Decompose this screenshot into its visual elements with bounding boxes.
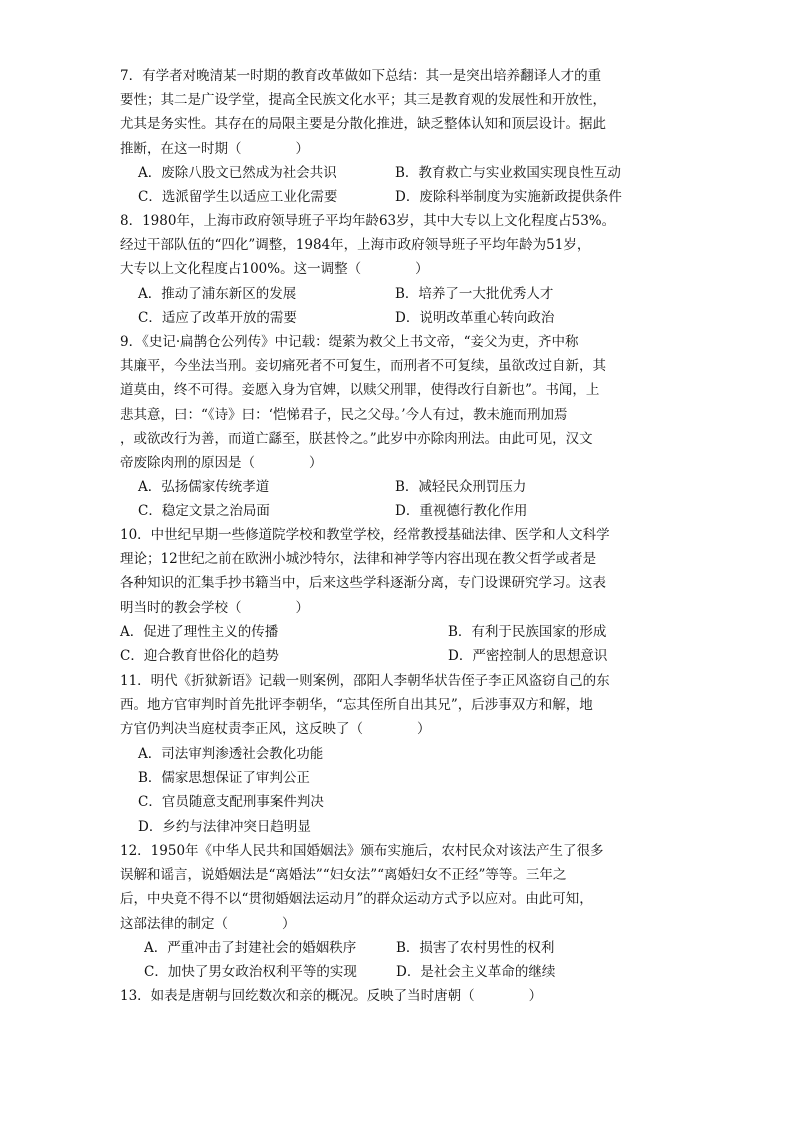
stem-line: 悲其意，曰：“《诗》曰：‘恺悌君子，民之父母。’今人有过，教未施而刑加焉 [120, 406, 568, 423]
stem-line: 这部法律的制定（ ） [120, 915, 296, 932]
option-c: C．迎合教育世俗化的趋势 [120, 648, 279, 665]
option-d: D．废除科举制度为实施新政提供条件 [395, 189, 622, 206]
stem-line: 大专以上文化程度占100%。这一调整（ ） [120, 261, 429, 278]
stem-line: 要性；其二是广设学堂，提高全民族文化水平；其三是教育观的发展性和开放性， [120, 92, 606, 109]
option-b: B．减轻民众刑罚压力 [395, 479, 527, 495]
stem-line: 误解和谣言，说婚姻法是“离婚法”“妇女法”“离婚妇女不正经”等等。三年之 [120, 867, 567, 884]
option-a: A．司法审判渗透社会教化功能 [138, 746, 324, 762]
question-13-stem [120, 984, 680, 1008]
stem-line: 7．有学者对晚清某一时期的教育改革做如下总结：其一是突出培养翻译人才的重 [120, 68, 602, 84]
stem-line: 方官仍判决当庭杖责李正风，这反映了（ ） [120, 721, 431, 738]
question-9-stem [120, 330, 680, 475]
stem-line: 经过干部队伍的“四化”调整，1984年，上海市政府领导班子平均年龄为51岁， [120, 237, 591, 254]
question-12-stem [120, 839, 680, 936]
option-b: B．损害了农村男性的权利 [396, 940, 555, 956]
option-a: A．严重冲击了封建社会的婚姻秩序 [144, 940, 357, 956]
stem-line: ，或欲改行为善，而道亡繇至，朕甚怜之。”此岁中亦除肉刑法。由此可见，汉文 [120, 430, 593, 447]
option-d: D．是社会主义革命的继续 [396, 964, 556, 981]
stem-line: 理论；12世纪之前在欧洲小城沙特尔，法律和神学等内容出现在教父哲学或者是 [120, 551, 597, 568]
question-10-options [120, 620, 680, 668]
stem-line: 帝废除肉刑的原因是（ ） [120, 454, 323, 471]
option-a: A．弘扬儒家传统孝道 [138, 479, 270, 495]
option-c: C．选派留学生以适应工业化需要 [138, 189, 338, 206]
option-d: D．乡约与法律冲突日趋明显 [138, 818, 311, 835]
question-9-options [120, 475, 680, 523]
question-8-stem [120, 209, 680, 282]
question-8-options [120, 282, 680, 330]
option-d: D．说明改革重心转向政治 [395, 310, 555, 327]
stem-line: 推断，在这一时期（ ） [120, 140, 309, 157]
option-d: D．重视德行教化作用 [395, 503, 528, 520]
stem-line: 8．1980年，上海市政府领导班子平均年龄63岁，其中大专以上文化程度占53%。 [120, 213, 616, 229]
stem-line: 明当时的教会学校（ ） [120, 599, 309, 616]
option-a: A．推动了浦东新区的发展 [138, 286, 297, 302]
stem-line: 各种知识的汇集手抄书籍当中，后来这些学科逐渐分离，专门设课研究学习。这表 [120, 575, 606, 592]
stem-line: 后，中央竟不得不以“贯彻婚姻法运动月”的群众运动方式予以应对。由此可知， [120, 891, 593, 908]
question-12-options [120, 936, 680, 984]
stem-line: 西。地方官审判时首先批评李朝华，“忘其侄所自出其兄”，后涉事双方和解，地 [120, 697, 593, 714]
option-b: B．教育救亡与实业救国实现良性互动 [395, 165, 621, 181]
stem-line: 9．《史记·扁鹊仓公列传》中记载：缇萦为救父上书文帝，“妾父为吏，齐中称 [120, 334, 579, 350]
question-7-stem [120, 64, 680, 161]
option-c: C．稳定文景之治局面 [138, 503, 270, 520]
question-11-stem [120, 669, 680, 742]
option-a: A．促进了理性主义的传播 [120, 624, 279, 640]
option-b: B．培养了一大批优秀人才 [395, 286, 554, 302]
option-c: C．官员随意支配刑事案件判决 [138, 794, 324, 811]
option-b: B．儒家思想保证了审判公正 [138, 770, 310, 787]
option-a: A．废除八股文已然成为社会共识 [138, 165, 337, 181]
stem-line: 道莫由，终不可得。妾愿入身为官婢，以赎父刑罪，使得改行自新也”。书闻，上 [120, 382, 600, 399]
option-b: B．有利于民族国家的形成 [448, 624, 607, 640]
question-10-stem [120, 523, 680, 620]
stem-line: 13．如表是唐朝与回纥数次和亲的概况。反映了当时唐朝（ ） [120, 988, 543, 1004]
question-7-options [120, 161, 680, 209]
option-c: C．适应了改革开放的需要 [138, 310, 297, 327]
question-11-options [120, 742, 680, 839]
stem-line: 11．明代《折狱新语》记载一则案例，邵阳人李朝华状告侄子李正风盗窃自己的东 [120, 673, 610, 689]
option-d: D．严密控制人的思想意识 [448, 648, 608, 665]
stem-line: 尤其是务实性。其存在的局限主要是分散化推进，缺乏整体认知和顶层设计。据此 [120, 116, 606, 133]
option-c: C．加快了男女政治权利平等的实现 [144, 964, 357, 981]
stem-line: 10．中世纪早期一些修道院学校和教堂学校，经常教授基础法律、医学和人文科学 [120, 527, 610, 543]
stem-line: 12．1950年《中华人民共和国婚姻法》颁布实施后，农村民众对该法产生了很多 [120, 843, 604, 859]
stem-line: 其廉平，今坐法当刑。妾切痛死者不可复生，而刑者不可复续，虽欲改过自新，其 [120, 358, 606, 375]
